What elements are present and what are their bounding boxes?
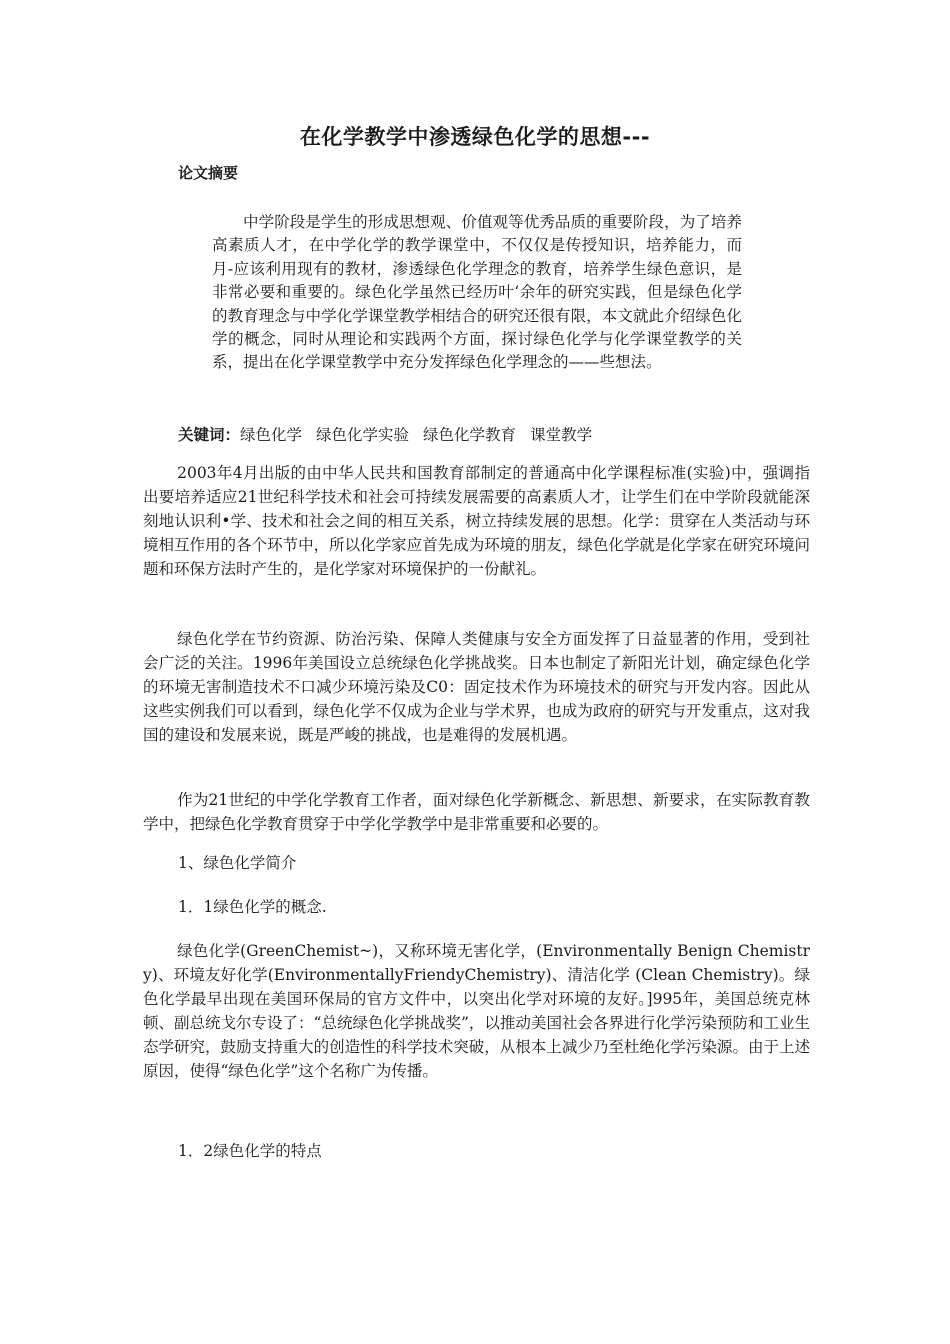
keyword-item: 课堂教学 <box>530 426 593 444</box>
body-paragraph-2: 绿色化学在节约资源、防治污染、保障人类健康与安全方面发挥了日益显著的作用，受到社会广泛的关注。1996年美国设立总统绿色化学挑战奖。日本也制定了新阳光计划，确定绿色化学的环境无害制造技术不口减少环境污染及C0：固定技术作为环境技术的研究与开发内容。因此从这些实例我们可以看到，绿色化学不仅成为企业与学术界，也成为政府的研究与开发重点，这对我国的建设和发展来说，既是严峻的挑战，也是难得的发展机遇。 <box>143 630 810 744</box>
abstract-body: 中学阶段是学生的形成思想观、价值观等优秀品质的重要阶段，为了培养高素质人才，在中学化学的教学课堂中，不仅仅是传授知识，培养能力，而月-应该利用现有的教材，渗透绿色化学理念的教育，培养学生绿色意识，是非常必要和重要的。绿色化学虽然已经历叶‘余年的研究实践，但是绿色化学的教育理念与中学化学课堂教学相结合的研究还很有限，本文就此介绍绿色化学的概念，同时从理论和实践两个方面，探讨绿色化学与化学课堂教学的关系，提出在化学课堂教学中充分发挥绿色化学理念的——些想法。 <box>212 213 742 372</box>
document-title: 在化学教学中渗透绿色化学的思想--- <box>299 125 651 149</box>
keyword-item: 绿色化学教育 <box>423 426 517 444</box>
subsection-heading-1-1: 1．1绿色化学的概念. <box>178 898 327 916</box>
keyword-item: 绿色化学 <box>240 426 303 444</box>
abstract-label: 论文摘要 <box>178 164 239 182</box>
body-paragraph-1: 2003年4月出版的由中华人民共和国教育部制定的普通高中化学课程标准(实验)中，强调指出要培养适应21世纪科学技术和社会可持续发展需要的高素质人才，让学生们在中学阶段就能深刻地认识利•学、技术和社会之间的相互关系，树立持续发展的思想。化学：贯穿在人类活动与环境相互作用的各个环节中，所以化学家应首先成为环境的朋友，绿色化学就是化学家在研究环境问题和环保方法时产生的，是化学家对环境保护的一份献礼。 <box>143 464 810 578</box>
keywords-line <box>178 424 606 446</box>
subsection-heading-1-2: 1．2绿色化学的特点 <box>178 1142 322 1160</box>
body-paragraph-4: 绿色化学(GreenChemist~)，又称环境无害化学，(Environmentally Benign Chemistry)、环境友好化学(EnvironmentallyFriendyChemistry)、清洁化学 (Clean Chemistry)。绿色化学最早出现在美国环保局的官方文件中，以突出化学对环境的友好。]995年，美国总统克林顿、副总统戈尔专设了：“总统绿色化学挑战奖”，以推动美国社会各界进行化学污染预防和工业生态学研究，鼓励支持重大的创造性的科学技术突破，从根本上减少乃至杜绝化学污染源。由于上述原因，使得“绿色化学”这个名称广为传播。 <box>143 942 810 1080</box>
keyword-item: 绿色化学实验 <box>316 426 410 444</box>
keywords-label: 关键词： <box>178 426 241 444</box>
section-heading-1: 1、绿色化学简介 <box>178 854 297 872</box>
body-paragraph-3: 作为21世纪的中学化学教育工作者，面对绿色化学新概念、新思想、新要求，在实际教育教学中，把绿色化学教育贯穿于中学化学教学中是非常重要和必要的。 <box>143 791 810 833</box>
